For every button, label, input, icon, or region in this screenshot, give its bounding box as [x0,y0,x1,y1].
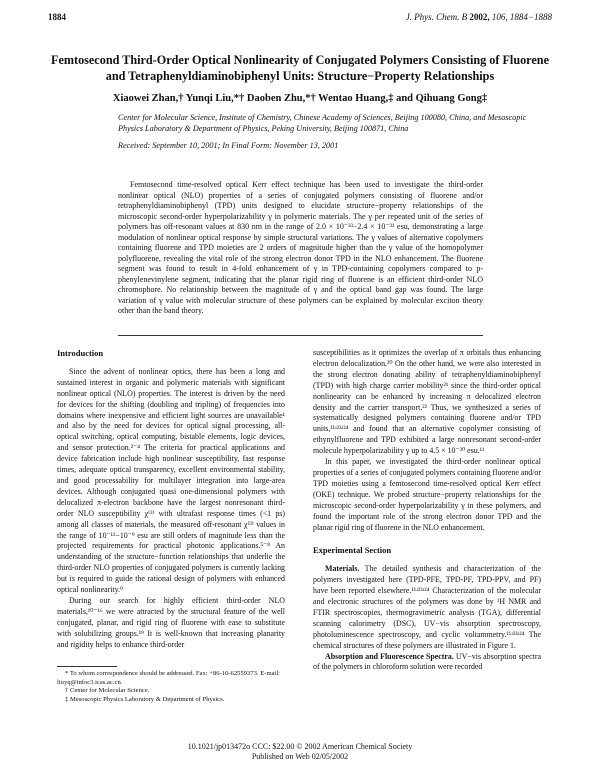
intro-paragraph-2: During our search for highly efficient third-order NLO materials,¹⁰⁻¹⁶ we were attracted by the structural feature of the well conjugated, planar, and rigid ring of fluorene with ease to substitute with solubilizing groups.¹⁹ It is well-known that increasing planarity and rigidity helps to enhance third-order [57,595,285,649]
materials-run-in-head: Materials. [325,564,360,574]
absorption-run-in-head: Absorption and Fluorescence Spectra. [325,651,454,661]
publication-date-line: Published on Web 02/05/2002 [251,752,349,761]
received-dates: Received: September 10, 2001; In Final Form: November 13, 2001 [118,141,339,150]
absorption-paragraph [313,652,541,674]
footnote-divider [57,666,117,667]
absorption-text: UV−vis absorption spectra of the polymers in chloroform solution were recorded [313,651,541,672]
section-heading-experimental: Experimental Section [313,545,392,556]
intro-paragraph-3: In this paper, we investigated the third-order nonlinear optical properties of a series of conjugated polymers containing fluorene and/or TPD moieties using a femtosecond time-resolved optical Kerr effect (OKE) technique. We probed structure−property relationships for the microscopic second-order hyperpolarizability γ in these polymers, and found the important role of the strong electron donor TPD and the planar rigid ring of fluorene in the NLO enhancement. [313,457,541,532]
page-number: 1884 [48,12,66,22]
journal-pages: 1884−1888 [509,12,552,22]
abstract-divider [118,335,483,336]
journal-citation [406,12,552,22]
intro-paragraph-1: Since the advent of nonlinear optics, there has been a long and sustained interest in organic and polymeric materials with significant nonlinear optical (NLO) properties. The interest is driven by the need for devices for the shifting (doubling and tripling) of frequencies into domains where inexpensive and efficient light sources are unavailable¹ and also by the need for devices for optical signal processing, all-optical switching, optical computing, bistable elements, logic devices, and sensor protection.²⁻⁴ The criteria for practical applications and device fabrication include high nonlinear susceptibility, fast response times, adequate optical transparency, excellent environmental stability, and good processability for multilayer integration into large-area devices. Although conjugated quasi one-dimensional polymers with delocalized π-electron backbone have the largest nonresonant third-order NLO susceptibility χ⁽³⁾ with ultrafast response times (<1 ps) among all classes of materials, the measured off-resonant χ⁽³⁾ values in the range of 10⁻¹²−10⁻⁹ esu are still orders of magnitude less than the projected requirements for practical photonic applications.⁵⁻⁸ An understanding of the structure−function relationships that underlie the third-order NLO properties of conjugated polymers is currently lacking but is required to guide the rational design of polymers with enhanced optical nonlinearity.⁹ [57,366,285,595]
abstract: Femtosecond time-resolved optical Kerr effect technique has been used to investigate the third-order nonlinear optical (NLO) properties of a series of conjugated polymers consisting of fluorene and/or tetraphenyldiaminobiphenyl (TPD) units designed to elucidate structure−property relationships of the microscopic second-order hyperpolarizability γ in polymeric materials. The γ per repeated unit of the series of polymers has off-resonant values at 830 nm in the range of 2.0 × 10⁻³³−2.4 × 10⁻³¹ esu, demonstrating a large modulation of nonlinear optical response by simple structural variations. The γ values of alternative copolymers containing fluorene and TPD moieties are 2 orders of magnitude higher than the γ value of the homopolymer polyfluorene, revealing the vital role of the strong electron donor TPD in the NLO enhancement. The fluorene segment was found to result in 4-fold enhancement of γ in TPD-containing copolymers compared to p-phenylenevinylene segment, indicating that the planar rigid ring of fluorene is an efficient third-order NLO chromophore. No relationship between the magnitude of γ and the optical band gap was found. The large variation of γ value with molecular structure of these polymers can be explained by molecular exciton theory other than the band theory. [118,180,483,315]
footnote-correspondence: * To whom correspondence should be addressed. Fax: +86-10-62559373. E-mail: liuyq@infoc3.icas.ac.cn. [57,670,281,686]
right-column [313,348,541,673]
journal-volume: 106, [491,12,508,22]
doi-copyright-line: 10.1021/jp013472o CCC: $22.00 © 2002 American Chemical Society [187,742,413,751]
journal-name: J. Phys. Chem. B [405,12,468,22]
materials-text: The detailed synthesis and characterization of the polymers investigated here (TPD-PFE, TPD-PF, TPD-PPV, and PF) have been reported elsewhere.¹¹ʴ²³ʴ²⁴ Characterization of the molecular and electronic structures of the polymers was done by ¹H NMR and FTIR spectroscopies, thermogravimetric analysis (TGA), differential scanning calorimetry (DSC), UV−vis absorption spectroscopy, photoluminescence spectroscopy, and cyclic voltammetry.¹¹ʴ²³ʴ²⁴ The chemical structures of these polymers are illustrated in Figure 1. [313,564,541,650]
running-header [48,12,552,22]
affiliation: Center for Molecular Science, Institute of Chemistry, Chinese Academy of Sciences, Beijing 100080, China, and Mesoscopic Physics Laboratory & Department of Physics, Peking University, Beijing 100871, China [118,113,527,133]
intro-continued-paragraph: susceptibilities as it optimizes the overlap of π orbitals thus enhancing electron delocalization.²⁰ On the other hand, we were also interested in the strong electron donating ability of tetraphenyldiaminobiphenyl (TPD) with high charge carrier mobility²¹ since the third-order optical nonlinearity can be enhanced by increasing π delocalized electron density and the carrier transport.²² Thus, we synthesized a series of systematically designed polymers containing fluorene and/or TPD units,¹¹ʴ²³ʴ²⁴ and found that an alternative copolymer consisting of ethynylfluorene and TPD exhibited a large nonresonant second-order molecule hyperpolarizability γ up to 4.5 × 10⁻³⁰ esu.¹¹ [313,348,541,456]
article-title: Femtosecond Third-Order Optical Nonlinearity of Conjugated Polymers Consisting of Fluorene and Tetraphenyldiaminobiphenyl Units: Structure−Property Relationships [51,53,549,83]
section-heading-introduction: Introduction [57,348,104,358]
left-column [57,348,285,650]
journal-year: 2002, [469,12,490,22]
author-list: Xiaowei Zhan,† Yunqi Liu,*† Daoben Zhu,*† Wentao Huang,‡ and Qihuang Gong‡ [112,93,488,104]
footnotes [57,670,285,704]
materials-paragraph [313,564,541,651]
footnote-affil-2: ‡ Mesoscopic Physics Laboratory & Department of Physics. [65,695,225,703]
page-footer [0,742,600,762]
footnote-affil-1: † Center for Molecular Science. [65,687,150,695]
